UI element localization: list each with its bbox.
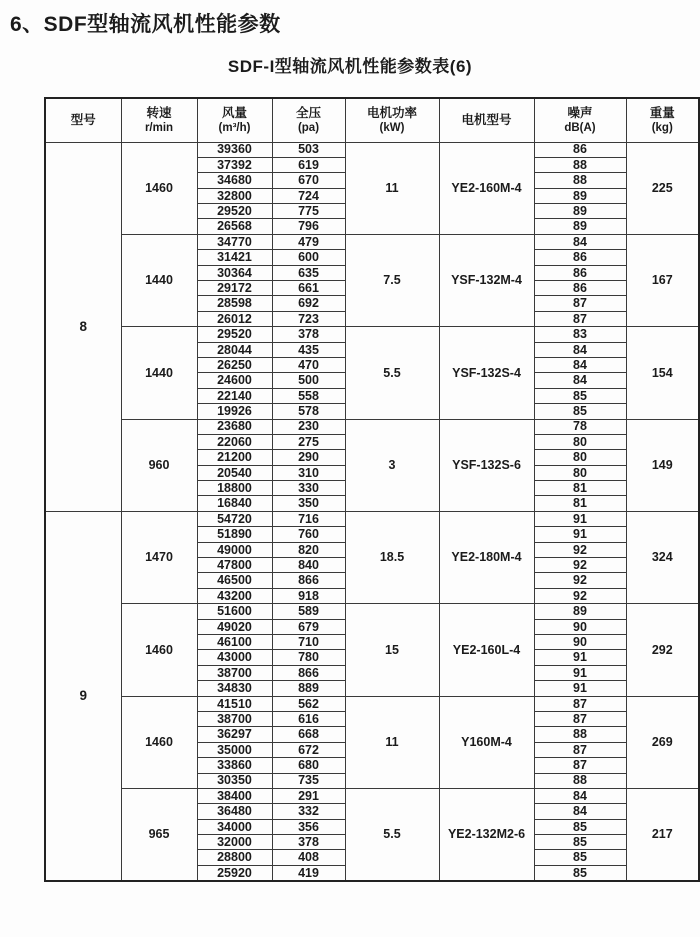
cell-weight: 292 xyxy=(626,604,699,696)
cell-pressure: 558 xyxy=(272,388,345,403)
col-header-weight: 重量 (kg) xyxy=(626,98,699,142)
cell-pressure: 635 xyxy=(272,265,345,280)
cell-noise: 84 xyxy=(534,234,626,249)
cell-airflow: 35000 xyxy=(197,742,272,757)
cell-weight: 167 xyxy=(626,234,699,326)
cell-airflow: 18800 xyxy=(197,481,272,496)
cell-pressure: 332 xyxy=(272,804,345,819)
cell-pressure: 735 xyxy=(272,773,345,788)
cell-airflow: 26568 xyxy=(197,219,272,234)
cell-airflow: 29172 xyxy=(197,281,272,296)
cell-airflow: 24600 xyxy=(197,373,272,388)
col-header-speed: 转速 r/min xyxy=(121,98,197,142)
cell-airflow: 26250 xyxy=(197,357,272,372)
cell-speed: 1440 xyxy=(121,234,197,326)
cell-pressure: 661 xyxy=(272,281,345,296)
cell-pressure: 668 xyxy=(272,727,345,742)
cell-noise: 85 xyxy=(534,850,626,865)
cell-airflow: 49000 xyxy=(197,542,272,557)
cell-speed: 960 xyxy=(121,419,197,511)
cell-pressure: 679 xyxy=(272,619,345,634)
cell-motor: YE2-180M-4 xyxy=(439,511,534,603)
cell-weight: 154 xyxy=(626,327,699,419)
cell-pressure: 760 xyxy=(272,527,345,542)
cell-airflow: 33860 xyxy=(197,758,272,773)
cell-model: 9 xyxy=(45,511,121,880)
cell-pressure: 378 xyxy=(272,835,345,850)
cell-airflow: 36297 xyxy=(197,727,272,742)
cell-airflow: 28800 xyxy=(197,850,272,865)
cell-noise: 86 xyxy=(534,281,626,296)
cell-pressure: 775 xyxy=(272,204,345,219)
cell-noise: 91 xyxy=(534,681,626,696)
cell-noise: 86 xyxy=(534,265,626,280)
cell-noise: 84 xyxy=(534,788,626,803)
cell-speed: 965 xyxy=(121,788,197,880)
cell-airflow: 41510 xyxy=(197,696,272,711)
table-row xyxy=(45,142,699,157)
cell-airflow: 34000 xyxy=(197,819,272,834)
cell-noise: 89 xyxy=(534,219,626,234)
cell-noise: 81 xyxy=(534,481,626,496)
cell-airflow: 29520 xyxy=(197,204,272,219)
cell-pressure: 866 xyxy=(272,573,345,588)
col-header-pressure: 全压 (pa) xyxy=(272,98,345,142)
cell-airflow: 23680 xyxy=(197,419,272,434)
cell-power: 11 xyxy=(345,142,439,234)
cell-power: 7.5 xyxy=(345,234,439,326)
cell-speed: 1470 xyxy=(121,511,197,603)
cell-pressure: 672 xyxy=(272,742,345,757)
cell-pressure: 692 xyxy=(272,296,345,311)
cell-power: 3 xyxy=(345,419,439,511)
cell-airflow: 38700 xyxy=(197,711,272,726)
cell-airflow: 28598 xyxy=(197,296,272,311)
cell-airflow: 34680 xyxy=(197,173,272,188)
cell-airflow: 38700 xyxy=(197,665,272,680)
cell-noise: 88 xyxy=(534,727,626,742)
cell-motor: YE2-160L-4 xyxy=(439,604,534,696)
cell-airflow: 21200 xyxy=(197,450,272,465)
cell-noise: 88 xyxy=(534,173,626,188)
table-row xyxy=(45,234,699,249)
cell-noise: 90 xyxy=(534,635,626,650)
cell-pressure: 670 xyxy=(272,173,345,188)
cell-noise: 88 xyxy=(534,157,626,172)
cell-airflow: 26012 xyxy=(197,311,272,326)
cell-airflow: 20540 xyxy=(197,465,272,480)
cell-noise: 88 xyxy=(534,773,626,788)
cell-airflow: 34830 xyxy=(197,681,272,696)
cell-airflow: 54720 xyxy=(197,511,272,526)
cell-noise: 87 xyxy=(534,311,626,326)
cell-noise: 87 xyxy=(534,742,626,757)
cell-weight: 324 xyxy=(626,511,699,603)
cell-noise: 91 xyxy=(534,527,626,542)
cell-airflow: 32800 xyxy=(197,188,272,203)
cell-pressure: 562 xyxy=(272,696,345,711)
cell-noise: 91 xyxy=(534,650,626,665)
cell-noise: 80 xyxy=(534,465,626,480)
cell-pressure: 866 xyxy=(272,665,345,680)
table-body xyxy=(45,142,699,881)
cell-motor: Y160M-4 xyxy=(439,696,534,788)
cell-airflow: 30364 xyxy=(197,265,272,280)
cell-pressure: 230 xyxy=(272,419,345,434)
cell-motor: YSF-132S-4 xyxy=(439,327,534,419)
cell-pressure: 479 xyxy=(272,234,345,249)
cell-pressure: 723 xyxy=(272,311,345,326)
table-row xyxy=(45,788,699,803)
cell-pressure: 310 xyxy=(272,465,345,480)
cell-weight: 217 xyxy=(626,788,699,880)
cell-airflow: 25920 xyxy=(197,865,272,880)
cell-noise: 80 xyxy=(534,434,626,449)
table-row xyxy=(45,696,699,711)
cell-noise: 90 xyxy=(534,619,626,634)
cell-airflow: 31421 xyxy=(197,250,272,265)
cell-noise: 80 xyxy=(534,450,626,465)
cell-noise: 91 xyxy=(534,665,626,680)
cell-pressure: 710 xyxy=(272,635,345,650)
cell-pressure: 291 xyxy=(272,788,345,803)
cell-pressure: 275 xyxy=(272,434,345,449)
cell-airflow: 51890 xyxy=(197,527,272,542)
table-title: SDF-I型轴流风机性能参数表(6) xyxy=(227,57,473,76)
cell-pressure: 290 xyxy=(272,450,345,465)
cell-noise: 89 xyxy=(534,188,626,203)
cell-speed: 1460 xyxy=(121,142,197,234)
cell-noise: 85 xyxy=(534,865,626,880)
cell-pressure: 716 xyxy=(272,511,345,526)
cell-noise: 86 xyxy=(534,250,626,265)
cell-pressure: 500 xyxy=(272,373,345,388)
col-header-motor: 电机型号 xyxy=(439,98,534,142)
cell-airflow: 34770 xyxy=(197,234,272,249)
cell-pressure: 470 xyxy=(272,357,345,372)
cell-noise: 87 xyxy=(534,696,626,711)
cell-power: 18.5 xyxy=(345,511,439,603)
cell-airflow: 22140 xyxy=(197,388,272,403)
cell-noise: 84 xyxy=(534,342,626,357)
cell-pressure: 889 xyxy=(272,681,345,696)
cell-power: 11 xyxy=(345,696,439,788)
cell-airflow: 46100 xyxy=(197,635,272,650)
cell-airflow: 19926 xyxy=(197,404,272,419)
cell-pressure: 840 xyxy=(272,558,345,573)
cell-airflow: 46500 xyxy=(197,573,272,588)
cell-pressure: 780 xyxy=(272,650,345,665)
cell-noise: 85 xyxy=(534,819,626,834)
cell-pressure: 820 xyxy=(272,542,345,557)
cell-pressure: 616 xyxy=(272,711,345,726)
cell-noise: 91 xyxy=(534,511,626,526)
cell-noise: 87 xyxy=(534,758,626,773)
cell-noise: 85 xyxy=(534,388,626,403)
table-container xyxy=(44,97,700,882)
cell-noise: 92 xyxy=(534,588,626,603)
table-header xyxy=(45,98,699,142)
cell-weight: 269 xyxy=(626,696,699,788)
cell-airflow: 16840 xyxy=(197,496,272,511)
cell-pressure: 796 xyxy=(272,219,345,234)
table-row xyxy=(45,511,699,526)
cell-noise: 87 xyxy=(534,296,626,311)
cell-airflow: 28044 xyxy=(197,342,272,357)
cell-airflow: 47800 xyxy=(197,558,272,573)
cell-airflow: 37392 xyxy=(197,157,272,172)
cell-power: 5.5 xyxy=(345,788,439,880)
cell-power: 15 xyxy=(345,604,439,696)
cell-pressure: 680 xyxy=(272,758,345,773)
cell-airflow: 43000 xyxy=(197,650,272,665)
cell-airflow: 49020 xyxy=(197,619,272,634)
cell-weight: 149 xyxy=(626,419,699,511)
cell-pressure: 589 xyxy=(272,604,345,619)
cell-airflow: 29520 xyxy=(197,327,272,342)
cell-pressure: 724 xyxy=(272,188,345,203)
cell-noise: 83 xyxy=(534,327,626,342)
cell-airflow: 43200 xyxy=(197,588,272,603)
cell-motor: YSF-132M-4 xyxy=(439,234,534,326)
cell-power: 5.5 xyxy=(345,327,439,419)
cell-airflow: 51600 xyxy=(197,604,272,619)
cell-airflow: 39360 xyxy=(197,142,272,157)
cell-pressure: 600 xyxy=(272,250,345,265)
cell-pressure: 408 xyxy=(272,850,345,865)
cell-airflow: 38400 xyxy=(197,788,272,803)
cell-motor: YE2-160M-4 xyxy=(439,142,534,234)
cell-motor: YSF-132S-6 xyxy=(439,419,534,511)
cell-noise: 84 xyxy=(534,357,626,372)
cell-pressure: 435 xyxy=(272,342,345,357)
cell-pressure: 503 xyxy=(272,142,345,157)
cell-pressure: 918 xyxy=(272,588,345,603)
cell-airflow: 32000 xyxy=(197,835,272,850)
cell-noise: 87 xyxy=(534,711,626,726)
cell-speed: 1460 xyxy=(121,604,197,696)
page-heading: 6、SDF型轴流风机性能参数 xyxy=(10,13,281,36)
col-header-model: 型号 xyxy=(45,98,121,142)
cell-pressure: 350 xyxy=(272,496,345,511)
table-row xyxy=(45,419,699,434)
cell-noise: 92 xyxy=(534,573,626,588)
col-header-power: 电机功率 (kW) xyxy=(345,98,439,142)
col-header-noise: 噪声 dB(A) xyxy=(534,98,626,142)
cell-noise: 89 xyxy=(534,204,626,219)
cell-noise: 85 xyxy=(534,835,626,850)
cell-noise: 84 xyxy=(534,804,626,819)
cell-airflow: 36480 xyxy=(197,804,272,819)
cell-noise: 85 xyxy=(534,404,626,419)
cell-pressure: 378 xyxy=(272,327,345,342)
cell-airflow: 30350 xyxy=(197,773,272,788)
cell-speed: 1460 xyxy=(121,696,197,788)
table-row xyxy=(45,604,699,619)
cell-model: 8 xyxy=(45,142,121,511)
cell-noise: 78 xyxy=(534,419,626,434)
cell-noise: 81 xyxy=(534,496,626,511)
cell-noise: 92 xyxy=(534,542,626,557)
cell-speed: 1440 xyxy=(121,327,197,419)
cell-pressure: 419 xyxy=(272,865,345,880)
cell-motor: YE2-132M2-6 xyxy=(439,788,534,880)
cell-noise: 92 xyxy=(534,558,626,573)
cell-pressure: 578 xyxy=(272,404,345,419)
cell-airflow: 22060 xyxy=(197,434,272,449)
cell-noise: 84 xyxy=(534,373,626,388)
table-row xyxy=(45,327,699,342)
cell-noise: 89 xyxy=(534,604,626,619)
cell-pressure: 356 xyxy=(272,819,345,834)
cell-pressure: 619 xyxy=(272,157,345,172)
cell-pressure: 330 xyxy=(272,481,345,496)
performance-table xyxy=(44,97,700,882)
cell-noise: 86 xyxy=(534,142,626,157)
col-header-airflow: 风量 (m³/h) xyxy=(197,98,272,142)
header-row xyxy=(45,98,699,142)
cell-weight: 225 xyxy=(626,142,699,234)
